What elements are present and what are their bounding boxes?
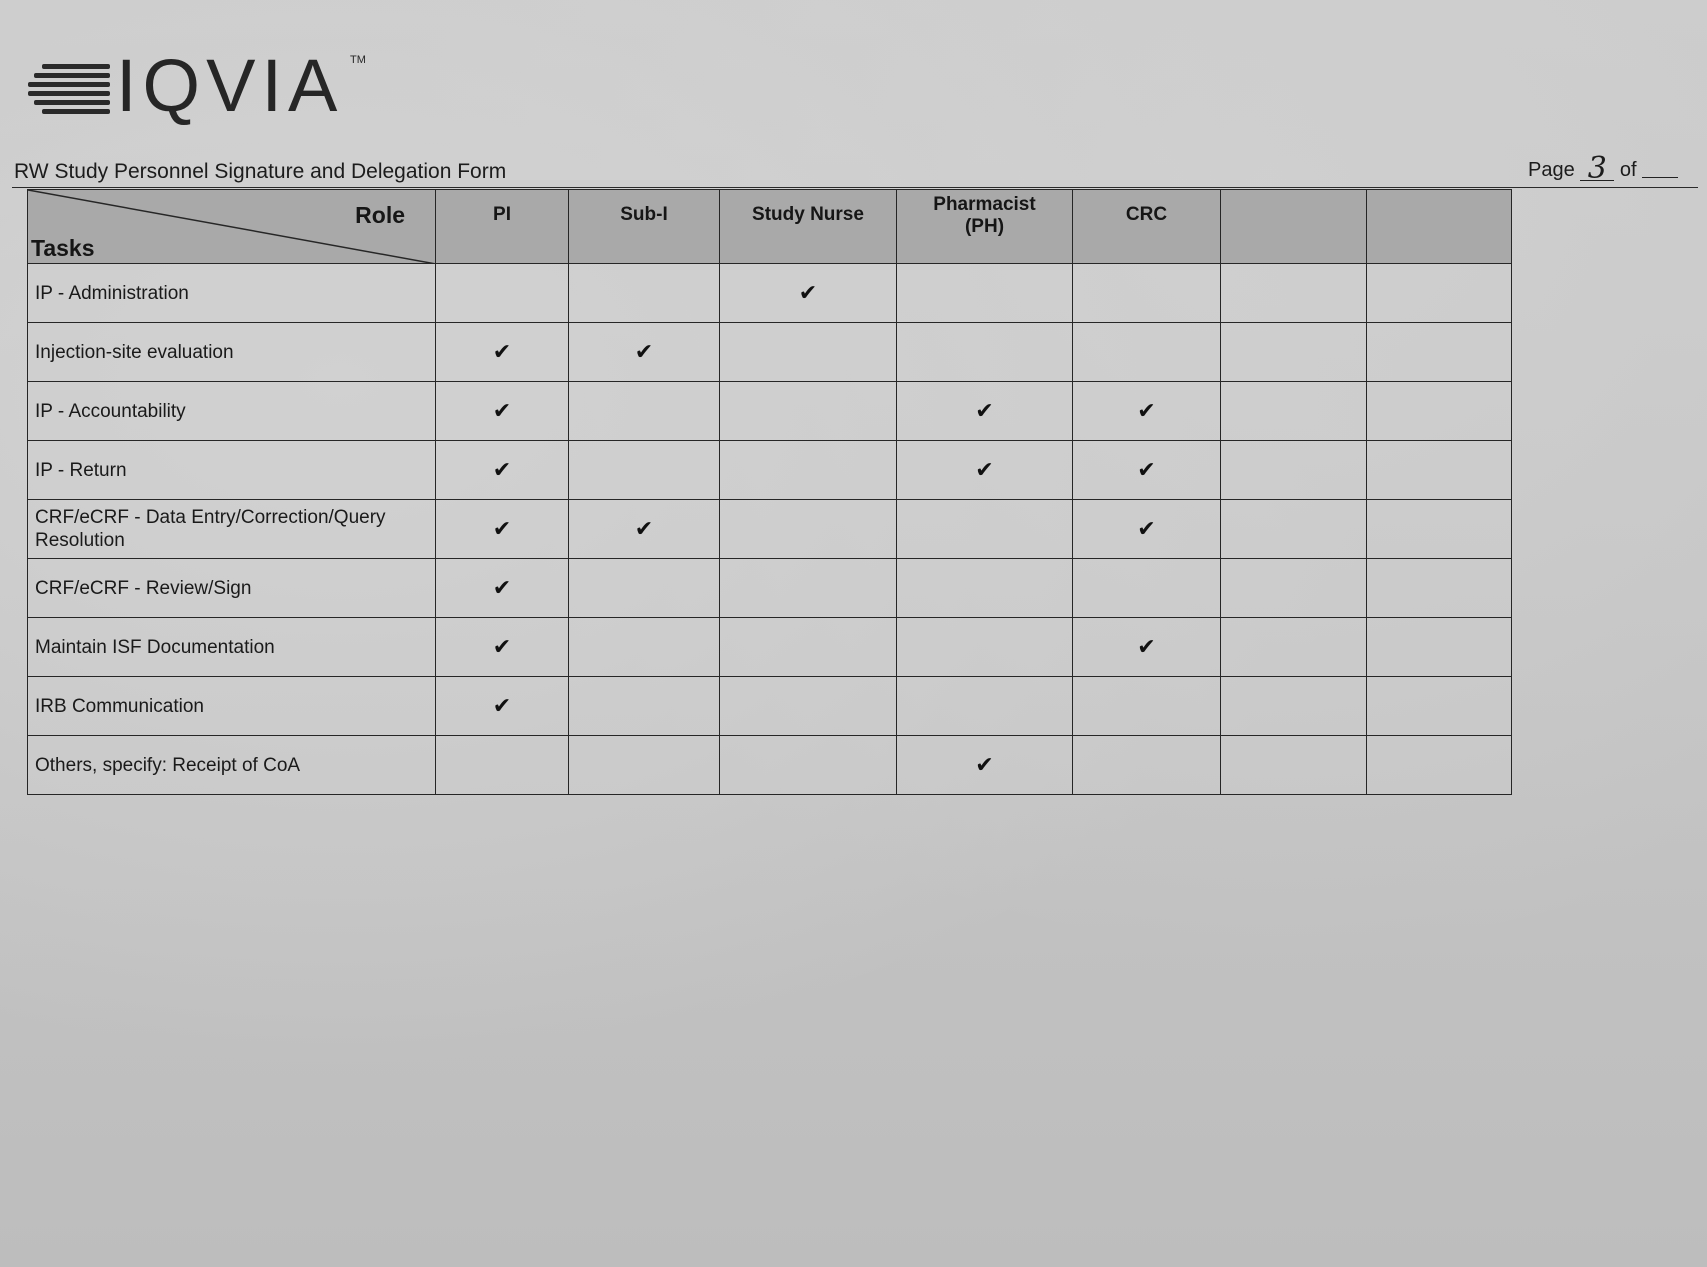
page-label: Page [1528, 159, 1575, 181]
checkmark-icon: ✔ [492, 575, 512, 601]
checkmark-icon: ✔ [634, 339, 654, 365]
delegation-cell [720, 559, 897, 618]
task-name-cell: Others, specify: Receipt of CoA [28, 736, 436, 795]
delegation-cell [1367, 500, 1512, 559]
checkmark-icon: ✔ [492, 457, 512, 483]
delegation-cell [1367, 677, 1512, 736]
corner-header-cell [28, 190, 436, 264]
delegation-cell [569, 441, 720, 500]
delegation-cell [1221, 559, 1367, 618]
delegation-cell [1221, 736, 1367, 795]
logo-wordmark: IQVIA [116, 44, 344, 127]
delegation-cell [1367, 264, 1512, 323]
delegation-cell [1073, 441, 1221, 500]
checkmark-icon: ✔ [634, 516, 654, 542]
delegation-cell [436, 323, 569, 382]
delegation-cell [897, 264, 1073, 323]
delegation-cell [569, 677, 720, 736]
task-rows [28, 264, 1512, 795]
delegation-cell [897, 441, 1073, 500]
delegation-cell [897, 559, 1073, 618]
delegation-cell [897, 618, 1073, 677]
table-row [28, 382, 1512, 441]
checkmark-icon: ✔ [1137, 398, 1156, 424]
delegation-cell [569, 618, 720, 677]
table-row [28, 500, 1512, 559]
delegation-cell [1073, 677, 1221, 736]
checkmark-icon: ✔ [1137, 634, 1156, 660]
delegation-cell [1073, 264, 1221, 323]
role-header [1221, 190, 1367, 264]
page-number-handwritten: 3 [1580, 158, 1614, 181]
delegation-cell [436, 736, 569, 795]
delegation-cell [1221, 264, 1367, 323]
delegation-cell [897, 382, 1073, 441]
delegation-cell [1073, 736, 1221, 795]
role-header: PI [436, 190, 569, 264]
delegation-cell [1073, 559, 1221, 618]
delegation-cell [1073, 323, 1221, 382]
delegation-cell [1367, 559, 1512, 618]
delegation-cell [720, 736, 897, 795]
delegation-cell [569, 559, 720, 618]
page-total-blank [1642, 159, 1678, 178]
iqvia-logo [28, 44, 388, 127]
delegation-cell [436, 677, 569, 736]
delegation-cell [1221, 677, 1367, 736]
task-name-cell: CRF/eCRF - Data Entry/Correction/Query Resolution [28, 500, 436, 559]
table-row [28, 618, 1512, 677]
delegation-cell [1221, 382, 1367, 441]
delegation-cell [569, 382, 720, 441]
delegation-cell [1073, 618, 1221, 677]
role-header: Pharmacist (PH) [897, 190, 1073, 264]
delegation-cell [436, 618, 569, 677]
checkmark-icon: ✔ [798, 280, 818, 306]
delegation-cell [1367, 382, 1512, 441]
delegation-cell [436, 559, 569, 618]
checkmark-icon: ✔ [492, 693, 512, 719]
delegation-cell [569, 264, 720, 323]
checkmark-icon: ✔ [492, 516, 512, 542]
delegation-cell [1221, 500, 1367, 559]
task-name-cell: Injection-site evaluation [28, 323, 436, 382]
delegation-cell [720, 500, 897, 559]
checkmark-icon: ✔ [975, 752, 994, 778]
title-rule [12, 187, 1698, 188]
delegation-cell [436, 500, 569, 559]
delegation-cell [720, 677, 897, 736]
checkmark-icon: ✔ [492, 398, 512, 424]
checkmark-icon: ✔ [1137, 516, 1156, 542]
delegation-cell [897, 736, 1073, 795]
delegation-cell [1221, 323, 1367, 382]
delegation-cell [569, 500, 720, 559]
delegation-cell [569, 736, 720, 795]
page-of-label: of [1619, 159, 1637, 181]
delegation-cell [436, 441, 569, 500]
checkmark-icon: ✔ [492, 339, 512, 365]
delegation-cell [720, 323, 897, 382]
delegation-cell [1367, 618, 1512, 677]
delegation-cell [1367, 736, 1512, 795]
delegation-cell [897, 500, 1073, 559]
task-name-cell: IRB Communication [28, 677, 436, 736]
delegation-cell [1221, 618, 1367, 677]
delegation-cell [1221, 441, 1367, 500]
table-row [28, 441, 1512, 500]
table-row [28, 677, 1512, 736]
page-indicator [1528, 151, 1678, 186]
table-row [28, 264, 1512, 323]
role-header [1367, 190, 1512, 264]
delegation-cell [1073, 500, 1221, 559]
task-name-cell: IP - Administration [28, 264, 436, 323]
role-header: Sub-I [569, 190, 720, 264]
delegation-cell [897, 677, 1073, 736]
checkmark-icon: ✔ [1137, 457, 1156, 483]
checkmark-icon: ✔ [975, 457, 994, 483]
delegation-cell [436, 264, 569, 323]
task-name-cell: CRF/eCRF - Review/Sign [28, 559, 436, 618]
delegation-cell [1367, 323, 1512, 382]
table-row [28, 323, 1512, 382]
checkmark-icon: ✔ [492, 634, 512, 660]
table-row [28, 736, 1512, 795]
delegation-cell [720, 264, 897, 323]
table-row [28, 559, 1512, 618]
tasks-axis-label: Tasks [31, 235, 95, 261]
task-name-cell: IP - Accountability [28, 382, 436, 441]
logo-lines-icon [28, 62, 110, 110]
checkmark-icon: ✔ [975, 398, 994, 424]
delegation-table [27, 189, 1512, 795]
delegation-cell [569, 323, 720, 382]
role-header: Study Nurse [720, 190, 897, 264]
task-name-cell: Maintain ISF Documentation [28, 618, 436, 677]
delegation-cell [1073, 382, 1221, 441]
header-row [28, 190, 1512, 264]
role-header: CRC [1073, 190, 1221, 264]
delegation-cell [897, 323, 1073, 382]
delegation-cell [720, 382, 897, 441]
delegation-cell [436, 382, 569, 441]
logo-trademark: TM [350, 54, 366, 66]
delegation-cell [720, 441, 897, 500]
delegation-cell [720, 618, 897, 677]
role-axis-label: Role [355, 202, 405, 228]
task-name-cell: IP - Return [28, 441, 436, 500]
delegation-cell [1367, 441, 1512, 500]
form-title: RW Study Personnel Signature and Delegation Form [14, 160, 507, 183]
